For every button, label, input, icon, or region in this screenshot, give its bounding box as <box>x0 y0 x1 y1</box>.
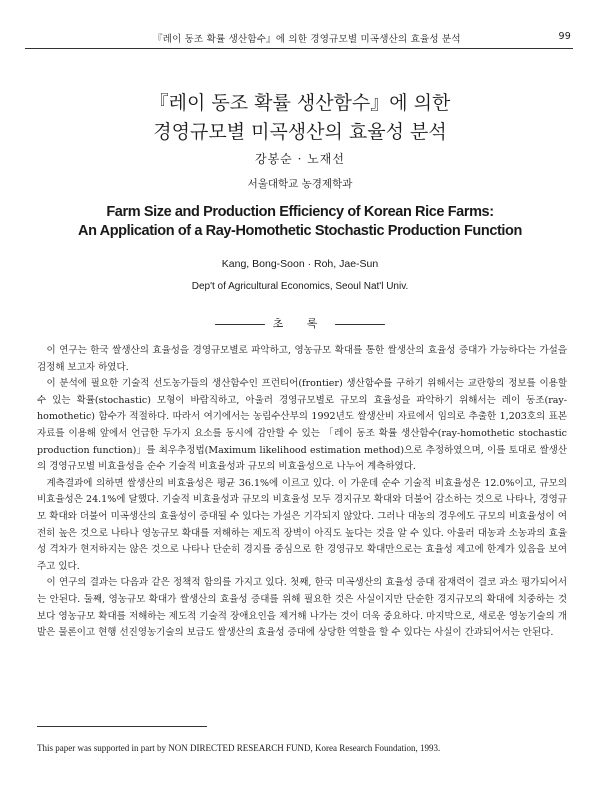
abstract-body <box>37 343 567 642</box>
affiliation-en: Dep't of Agricultural Economics, Seoul Nat'l Univ. <box>191 281 409 292</box>
abstract-heading <box>0 315 600 331</box>
abstract-paragraph-2: 이 분석에 필요한 기술적 선도농가들의 생산함수인 프런티어(frontier) 생산함수를 구하기 위해서는 교란항의 정보를 이용할 수 있는 확률(stochastic) 모형이 바람직하고, 아울러 경영규모별로 규모의 효율성을 파악하기 위해서는 레이 동조(ray-homothetic) 함수가 적절하다. 따라서 여기에서는 농림수산부의 1992년도 쌀생산비 자료에서 임의로 추출한 1,203호의 표본 자료를 이용해 앞에서 언급한 두가지 요소를 동시에 감안할 수 있는 「레이 동조 확률 생산함수(ray-homothetic stochastic production function)」를 최우추정법(Maximum likelihood estimation method)으로 추정하였으며, 이를 토대로 쌀생산의 경영규모별 비효율성을 순수 기술적 비효율성과 규모의 비효율성으로 나누어 계측하였다. <box>37 378 567 473</box>
heading-rule-left <box>215 324 265 325</box>
running-title: 『레이 동조 확률 생산함수』에 의한 경영규모별 미곡생산의 효율성 분석 <box>153 34 461 45</box>
footnote-rule <box>37 726 207 727</box>
abstract-paragraph-3: 계측결과에 의하면 쌀생산의 비효율성은 평균 36.1%에 이르고 있다. 이 가운데 순수 기술적 비효율성은 12.0%이고, 규모의 비효율성은 24.1%에 달했다. 기술적 비효율성과 규모의 비효율성 모두 경지규모 확대와 더불어 감소하는 것으로 나타나, 경영규모 확대와 더불어 미곡생산의 효율성이 증대될 수 있다는 가설은 기각되지 않았다. 그러나 대농의 경우에도 규모의 비효율성이 여전히 높은 것으로 나타나 영농규모 확대를 저해하는 제도적 장벽이 아직도 높다는 것을 알 수 있다. 아울러 대농과 소농과의 효율성 격차가 현저하지는 않은 것으로 나타나 단순히 경지를 중심으로 한 경영규모 확대만으로는 효율성 제고에 한계가 있음을 보여주고 있다. <box>37 477 567 572</box>
title-ko-line-1: 『레이 동조 확률 생산함수』에 의한 <box>149 92 451 114</box>
abstract-heading-label: 초 록 <box>272 317 328 330</box>
footnote: This paper was supported in part by NON DIRECTED RESEARCH FUND, Korea Research Foundation, 1993. <box>37 743 441 753</box>
title-en-line-2: An Application of a Ray-Homothetic Stochastic Production Function <box>78 223 522 239</box>
page-number: 99 <box>558 31 571 42</box>
running-header <box>25 28 573 49</box>
heading-rule-right <box>335 324 385 325</box>
title-ko-line-2: 경영규모별 미곡생산의 효율성 분석 <box>153 121 447 143</box>
abstract-paragraph-1: 이 연구는 한국 쌀생산의 효율성을 경영규모별로 파악하고, 영농규모 확대를 통한 쌀생산의 효율성 증대가 가능하다는 가설을 검정해 보고자 하였다. <box>37 345 567 373</box>
authors-en: Kang, Bong-Soon · Roh, Jae-Sun <box>221 258 379 270</box>
authors-ko: 강봉순 · 노재선 <box>255 152 345 166</box>
title-en-line-1: Farm Size and Production Efficiency of Korean Rice Farms: <box>106 204 494 220</box>
affiliation-ko: 서울대학교 농경제학과 <box>247 178 353 190</box>
abstract-paragraph-4: 이 연구의 결과는 다음과 같은 정책적 함의를 가지고 있다. 첫째, 한국 미곡생산의 효율성 증대 잠재력이 결코 과소 평가되어서는 안된다. 둘째, 영농규모 확대가 쌀생산의 효율성 증대를 위해 필요한 것은 사실이지만 단순한 경지규모의 확대에 치중하는 것보다 영농규모 확대를 저해하는 제도적 기술적 장애요인을 제거해 나가는 것이 더욱 중요하다. 마지막으로, 새로운 영농기술의 개발은 물론이고 현행 선진영농기술의 보급도 쌀생산의 효율성 증대에 상당한 역할을 할 수 있다는 사실이 간과되어서는 안된다. <box>37 577 567 639</box>
